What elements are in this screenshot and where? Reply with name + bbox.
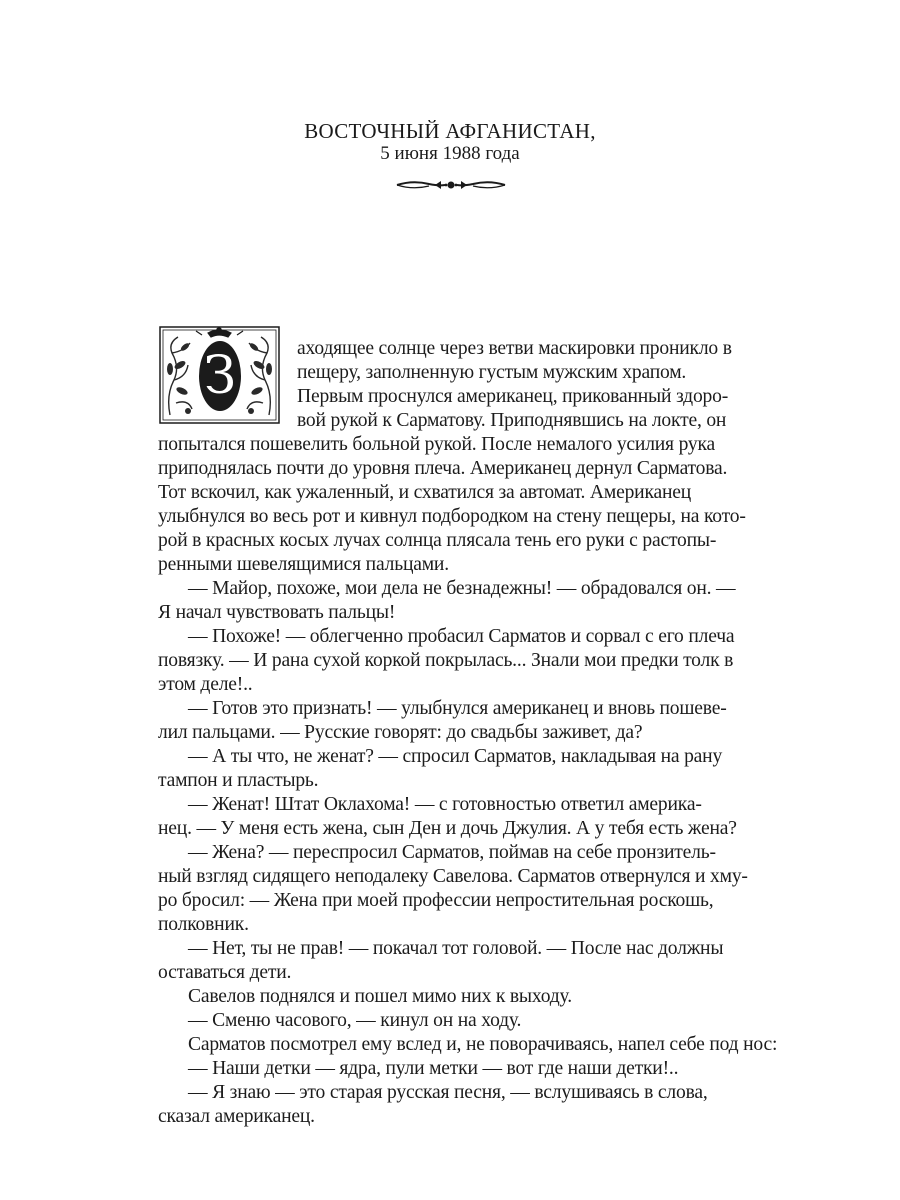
text-line: ный взгляд сидящего неподалеку Савелова. Сарматов отвернулся и хму- <box>158 866 748 887</box>
text-line: — Наши детки — ядра, пули метки — вот где наши детки!.. <box>188 1058 679 1079</box>
text-line: Тот вскочил, как ужаленный, и схватился за автомат. Американец <box>158 482 692 503</box>
text-line: полковник. <box>158 914 249 935</box>
text-line: — Нет, ты не прав! — покачал тот головой. — После нас должны <box>188 938 724 959</box>
text-line: Сарматов посмотрел ему вслед и, не поворачиваясь, напел себе под нос: <box>188 1034 778 1055</box>
text-line: — Похоже! — облегченно пробасил Сарматов и сорвал с его плеча <box>188 626 735 647</box>
text-line: — Жена? — переспросил Сарматов, поймав на себе пронзитель- <box>188 842 716 863</box>
text-line: попытался пошевелить больной рукой. После немалого усилия рука <box>158 434 716 455</box>
text-line: повязку. — И рана сухой коркой покрылась... Знали мои предки толк в <box>158 650 734 671</box>
text-line: рой в красных косых лучах солнца плясала тень его руки с растопы- <box>158 530 717 551</box>
text-line: — Майор, похоже, мои дела не безнадежны! — обрадовался он. — <box>188 578 736 599</box>
chapter-location-heading: ВОСТОЧНЫЙ АФГАНИСТАН, <box>304 119 596 143</box>
flourish-divider-icon <box>395 175 507 195</box>
text-line: сказал американец. <box>158 1106 315 1127</box>
text-line: Первым проснулся американец, прикованный здоро- <box>297 386 729 407</box>
text-line: вой рукой к Сарматову. Приподнявшись на локте, он <box>297 410 727 431</box>
text-line: — А ты что, не женат? — спросил Сарматов, накладывая на рану <box>188 746 723 767</box>
text-line: улыбнулся во весь рот и кивнул подбородком на стену пещеры, на кото- <box>158 506 746 527</box>
text-line: ренными шевелящимися пальцами. <box>158 554 449 575</box>
text-line: тампон и пластырь. <box>158 770 319 791</box>
text-line: ро бросил: — Жена при моей профессии непростительная роскошь, <box>158 890 714 911</box>
text-line: этом деле!.. <box>158 674 253 695</box>
text-line: — Женат! Штат Оклахома! — с готовностью ответил америка- <box>188 794 702 815</box>
text-line: — Я знаю — это старая русская песня, — вслушиваясь в слова, <box>188 1082 708 1103</box>
text-line: пещеру, заполненную густым мужским храпом. <box>297 362 687 383</box>
text-line: Савелов поднялся и пошел мимо них к выходу. <box>188 986 572 1007</box>
dropcap-letter: З <box>199 341 241 411</box>
chapter-date-heading: 5 июня 1988 года <box>380 143 520 164</box>
text-line: аходящее солнце через ветви маскировки проникло в <box>297 338 732 359</box>
text-line: Я начал чувствовать пальцы! <box>158 602 396 623</box>
text-line: лил пальцами. — Русские говорят: до свадьбы заживет, да? <box>158 722 643 743</box>
text-line: оставаться дети. <box>158 962 292 983</box>
text-line: — Готов это признать! — улыбнулся американец и вновь пошеве- <box>188 698 727 719</box>
text-line: — Сменю часового, — кинул он на ходу. <box>188 1010 522 1031</box>
dropcap-ornament <box>158 325 281 425</box>
text-line: нец. — У меня есть жена, сын Ден и дочь Джулия. А у тебя есть жена? <box>158 818 737 839</box>
text-line: приподнялась почти до уровня плеча. Американец дернул Сарматова. <box>158 458 728 479</box>
